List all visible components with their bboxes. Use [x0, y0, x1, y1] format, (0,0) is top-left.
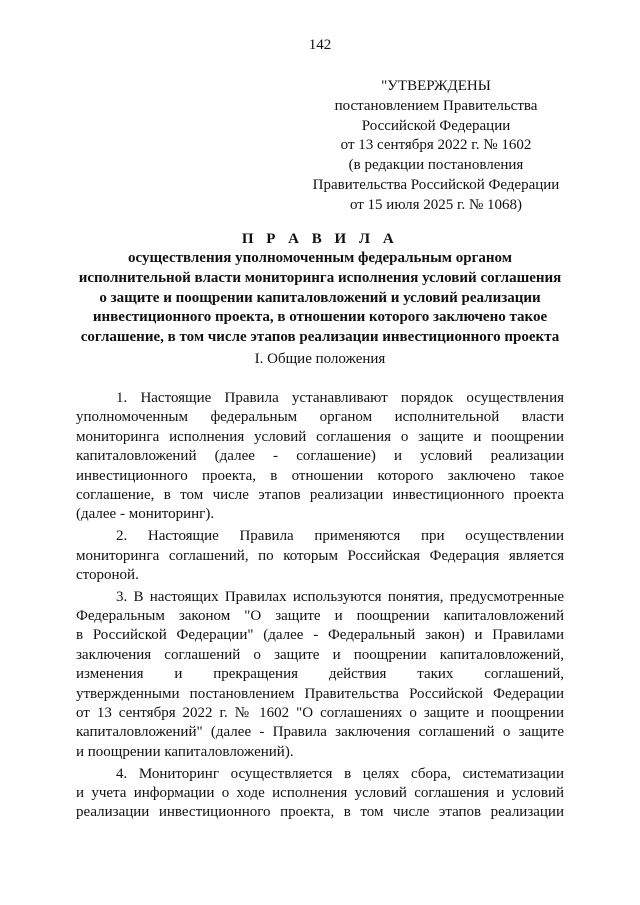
paragraph-line: соглашение, в том числе этапов реализации инвестиционного проекта [76, 486, 564, 503]
paragraph-line: стороной. [76, 566, 139, 583]
subtitle-line: инвестиционного проекта, в отношении которого заключено такое [92, 309, 548, 326]
paragraph-line: (далее - мониторинг). [76, 506, 215, 523]
paragraph-line: инвестиционного проекта, в отношении которого заключено такое [76, 467, 564, 484]
paragraph-line: изменения и прекращения действия таких соглашений, [76, 666, 564, 683]
subtitle-line: осуществления уполномоченным федеральным органом [127, 250, 512, 266]
approval-line: постановлением Правительства [334, 97, 538, 114]
paragraph-line: 1. Настоящие Правила устанавливают порядок осуществления [116, 390, 564, 406]
subtitle-line: о защите и поощрении капиталовложений и условий реализации [99, 289, 541, 306]
approval-line: Российской Федерации [361, 117, 511, 134]
subtitle-line: исполнительной власти мониторинга исполнения условий соглашения [78, 269, 562, 286]
subtitle-line: соглашение, в том числе этапов реализации инвестиционного проекта [80, 329, 560, 346]
paragraph-line: 4. Мониторинг осуществляется в целях сбора, систематизации [116, 765, 564, 782]
page-number: 142 [308, 37, 332, 53]
paragraph-line: заключения соглашений о защите и поощрении капиталовложений, [76, 646, 564, 663]
paragraph-line: уполномоченным федеральным органом исполнительной власти [76, 409, 564, 426]
approval-line: от 15 июля 2025 г. № 1068) [349, 196, 523, 213]
approval-line: Правительства Российской Федерации [312, 176, 560, 193]
document-title: П Р А В И Л А [241, 231, 399, 247]
paragraph-2 [76, 527, 564, 585]
paragraph-line: от 13 сентября 2022 г. № 1602 "О соглашениях о защите и поощрении [76, 705, 564, 722]
approval-block [296, 77, 576, 216]
paragraph-1 [76, 389, 564, 525]
paragraph-line: утвержденными постановлением Правительства Российской Федерации [76, 685, 564, 702]
section-heading: I. Общие положения [254, 351, 386, 367]
paragraph-line: мониторинга исполнения условий соглашения о защите и поощрении [76, 428, 564, 445]
body-text [76, 389, 564, 825]
paragraph-line: и учета информации о ходе исполнения условий соглашения и условий [76, 784, 564, 801]
paragraph-line: Федеральным законом "О защите и поощрении капиталовложений [76, 608, 564, 625]
approval-line: "УТВЕРЖДЕНЫ [381, 78, 491, 94]
document-subtitle [60, 249, 580, 348]
paragraph-line: 2. Настоящие Правила применяются при осуществлении [116, 528, 564, 545]
paragraph-3 [76, 588, 564, 763]
approval-line: от 13 сентября 2022 г. № 1602 [340, 137, 532, 154]
paragraph-line: капиталовложений (далее - соглашение) и условий реализации [76, 448, 564, 465]
paragraph-line: реализации инвестиционного проекта, в том числе этапов реализации [76, 804, 564, 821]
approval-line: (в редакции постановления [348, 157, 524, 174]
paragraph-line: мониторинга соглашений, по которым Российская Федерация является [76, 547, 564, 564]
paragraph-line: 3. В настоящих Правилах используются понятия, предусмотренные [116, 588, 564, 605]
paragraph-line: и поощрении капиталовложений). [76, 743, 294, 760]
paragraph-line: капиталовложений" (далее - Правила заключения соглашений о защите [76, 724, 564, 741]
paragraph-4 [76, 765, 564, 823]
paragraph-line: в Российской Федерации" (далее - Федеральный закон) и Правилами [76, 627, 564, 644]
